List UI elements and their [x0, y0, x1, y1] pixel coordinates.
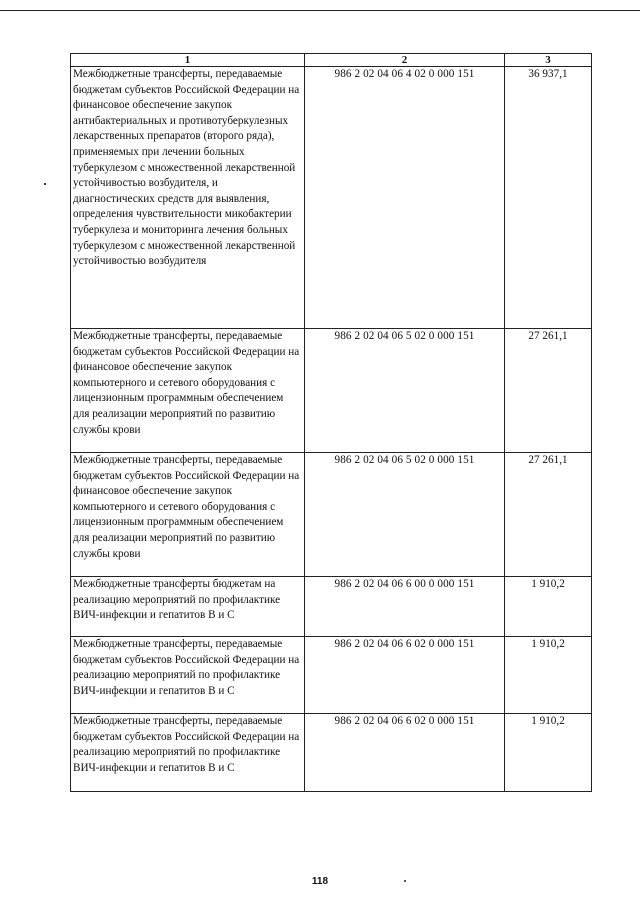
row-code: 986 2 02 04 06 6 00 0 000 151	[305, 577, 505, 637]
row-code: 986 2 02 04 06 5 02 0 000 151	[305, 329, 505, 453]
table-row	[71, 67, 592, 329]
row-amount: 1 910,2	[505, 714, 592, 792]
row-code: 986 2 02 04 06 5 02 0 000 151	[305, 453, 505, 577]
header-row	[71, 54, 592, 67]
row-amount: 27 261,1	[505, 329, 592, 453]
column-header-3: 3	[505, 54, 592, 67]
table-row	[71, 453, 592, 577]
page-number: 118	[311, 876, 329, 887]
column-header-1: 1	[71, 54, 305, 67]
row-amount: 27 261,1	[505, 453, 592, 577]
row-code: 986 2 02 04 06 6 02 0 000 151	[305, 637, 505, 714]
row-code: 986 2 02 04 06 6 02 0 000 151	[305, 714, 505, 792]
row-description: Межбюджетные трансферты, передаваемые бюджетам субъектов Российской Федерации на финансовое обеспечение закупок компьютерного и сетевого оборудования с лицензионным программным обеспечением для реализации мероприятий по развитию службы крови	[71, 453, 305, 577]
row-code: 986 2 02 04 06 4 02 0 000 151	[305, 67, 505, 329]
row-description: Межбюджетные трансферты, передаваемые бюджетам субъектов Российской Федерации на финансовое обеспечение закупок компьютерного и сетевого оборудования с лицензионным программным обеспечением для реализации мероприятий по развитию службы крови	[71, 329, 305, 453]
row-description: Межбюджетные трансферты, передаваемые бюджетам субъектов Российской Федерации на финансовое обеспечение закупок антибактериальных и противотуберкулезных лекарственных препаратов (второго ряда), применяемых при лечении больных туберкулезом с множественной лекарственной устойчивостью возбудителя, и диагностических средств для выявления, определения чувствительности микобактерии туберкулеза и мониторинга лечения больных туберкулезом с множественной лекарственной устойчивостью возбудителя	[71, 67, 305, 329]
budget-table	[70, 53, 592, 792]
row-description: Межбюджетные трансферты бюджетам на реализацию мероприятий по профилактике ВИЧ-инфекции и гепатитов В и С	[71, 577, 305, 637]
row-description: Межбюджетные трансферты, передаваемые бюджетам субъектов Российской Федерации на реализацию мероприятий по профилактике ВИЧ-инфекции и гепатитов В и С	[71, 714, 305, 792]
top-rule	[0, 10, 640, 11]
scan-speck	[44, 183, 46, 185]
table-row	[71, 714, 592, 792]
row-amount: 1 910,2	[505, 637, 592, 714]
column-header-2: 2	[305, 54, 505, 67]
table-row	[71, 637, 592, 714]
row-amount: 1 910,2	[505, 577, 592, 637]
row-amount: 36 937,1	[505, 67, 592, 329]
table-row	[71, 329, 592, 453]
table-row	[71, 577, 592, 637]
row-description: Межбюджетные трансферты, передаваемые бюджетам субъектов Российской Федерации на реализацию мероприятий по профилактике ВИЧ-инфекции и гепатитов В и С	[71, 637, 305, 714]
